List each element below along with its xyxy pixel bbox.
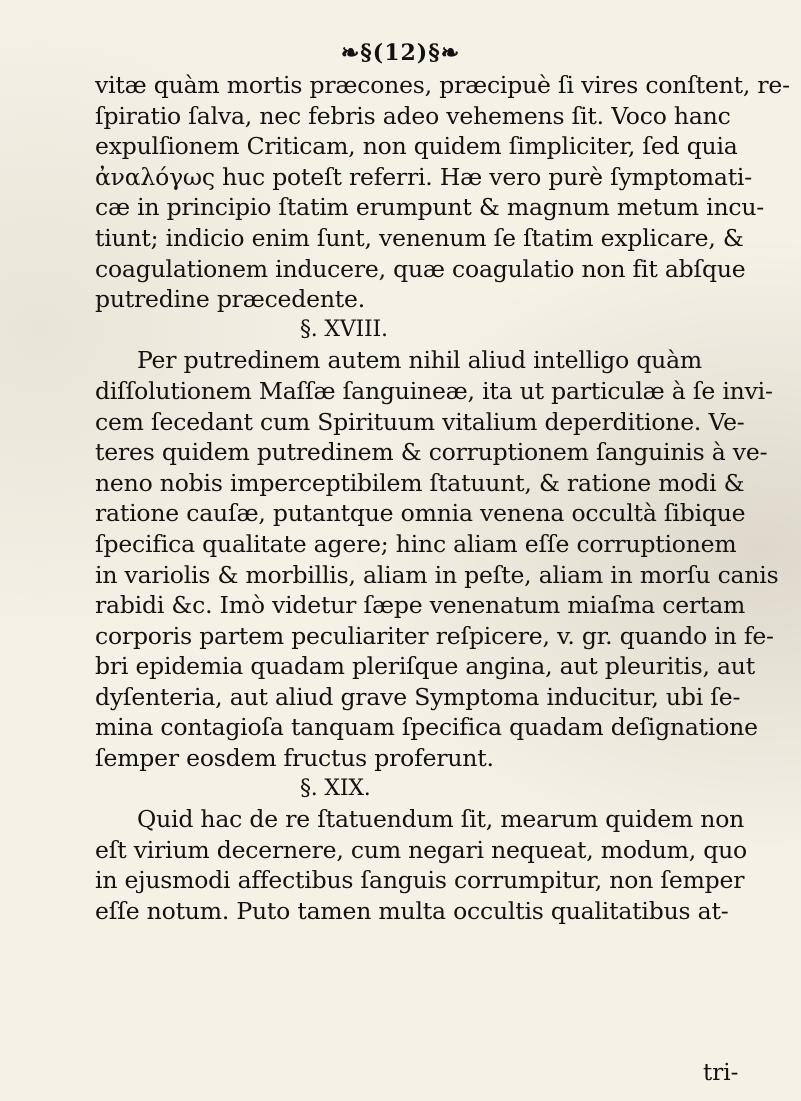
page-header bbox=[0, 40, 801, 66]
text-line: in ejusmodi affectibus ſanguis corrumpitur, non ſemper bbox=[95, 866, 745, 895]
text-line: neno nobis imperceptibilem ſtatuunt, & ratione modi & bbox=[95, 468, 745, 497]
text-line: dyſenteria, aut aliud grave Symptoma inducitur, ubi ſe- bbox=[95, 682, 741, 711]
text-line: teres quidem putredinem & corruptionem ſanguinis à ve- bbox=[95, 438, 768, 467]
text-line: ſpecifica qualitate agere; hinc aliam eſſe corruptionem bbox=[95, 529, 737, 558]
text-line: vitæ quàm mortis præcones, præcipuè ſi vires conſtent, re- bbox=[95, 71, 790, 99]
text-line: expulſionem Criticam, non quidem ſimpliciter, ſed quia bbox=[95, 132, 738, 161]
text-line: tiunt; indicio enim ſunt, venenum ſe ſtatim explicare, & bbox=[95, 223, 744, 252]
text-line: in variolis & morbillis, aliam in peſte, aliam in morſu canis bbox=[95, 560, 779, 589]
text-line: cem ſecedant cum Spirituum vitalium deperditione. Ve- bbox=[95, 407, 745, 436]
section-heading: §. XVIII. bbox=[300, 316, 388, 342]
page-number: (12) bbox=[372, 40, 429, 66]
text-line: mina contagioſa tanquam ſpecifica quadam deſignatione bbox=[95, 713, 758, 742]
header-ornament-right: §❧ bbox=[428, 40, 461, 66]
text-line: corporis partem peculiariter reſpicere, v. gr. quando in fe- bbox=[95, 621, 774, 650]
text-line: rabidi &c. Imò videtur ſæpe venenatum miaſma certam bbox=[95, 591, 746, 620]
text-line: eſſe notum. Puto tamen multa occultis qualitatibus at- bbox=[95, 897, 729, 926]
text-line: Per putredinem autem nihil aliud intelligo quàm bbox=[137, 346, 702, 375]
text-line: ſemper eosdem fructus proferunt. bbox=[95, 744, 494, 773]
text-line: ἀναλόγως huc poteſt referri. Hæ vero purè ſymptomati- bbox=[95, 162, 752, 191]
text-line: putredine præcedente. bbox=[95, 285, 365, 314]
text-line: coagulationem inducere, quæ coagulatio non fit abſque bbox=[95, 254, 746, 283]
text-line: eſt virium decernere, cum negari nequeat, modum, quo bbox=[95, 835, 747, 864]
text-line: bri epidemia quadam pleriſque angina, aut pleuritis, aut bbox=[95, 652, 755, 681]
text-line: cæ in principio ſtatim erumpunt & magnum metum incu- bbox=[95, 193, 765, 222]
header-ornament-left: ❧§ bbox=[340, 40, 373, 66]
section-heading: §. XIX. bbox=[300, 775, 371, 801]
text-line: ratione cauſæ, putantque omnia venena occultà ſibique bbox=[95, 499, 746, 528]
body-text bbox=[95, 70, 795, 927]
text-line: ſpiratio ſalva, nec febris adeo vehemens ſit. Voco hanc bbox=[95, 101, 731, 130]
text-line: diſſolutionem Maſſæ ſanguineæ, ita ut particulæ à ſe invi- bbox=[95, 376, 773, 405]
catchword: tri- bbox=[703, 1060, 739, 1086]
text-line: Quid hac de re ſtatuendum ſit, mearum quidem non bbox=[137, 805, 745, 834]
